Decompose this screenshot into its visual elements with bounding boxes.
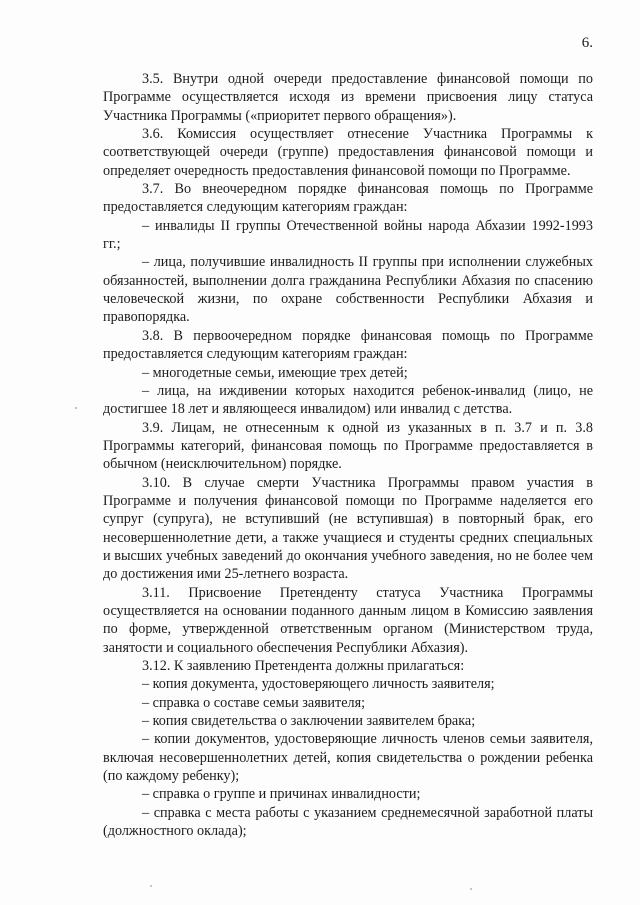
list-item: – справка о составе семьи заявителя; (142, 694, 366, 711)
paragraph-3-12: 3.12. К заявлению Претендента должны прилагаться: (142, 658, 465, 674)
paragraph-3-10: 3.10. В случае смерти Участника Программы правом участия в Программе и получения финансовой помощи по Программе наделяется его супруг (супруга), не вступивший (не вступившая) в повторный брак, его несовершеннолетние дети, а также учащиеся и студенты средних специальных и высших учебных заведений до окончания учебного заведения, но не более чем до достижения ими 25-летнего возраста. (103, 474, 593, 583)
list-item: – лица, на иждивении которых находится ребенок-инвалид (лицо, не достигшее 18 лет и являющееся инвалидом) или инвалид с детства. (103, 382, 593, 418)
list-item: – справка о группе и причинах инвалидности; (142, 786, 421, 803)
scan-speck (470, 888, 472, 890)
scan-speck (75, 407, 77, 409)
paragraph-3-6: 3.6. Комиссия осуществляет отнесение Участника Программы к соответствующей очереди (группе) предоставления финансовой помощи и определяет очередность предоставления финансовой помощи по Программе. (103, 126, 593, 179)
page-number: 6. (581, 35, 593, 51)
list-item: – справка с места работы с указанием среднемесячной заработной платы (должностного оклада); (103, 804, 593, 840)
document-body (103, 70, 593, 840)
paragraph-3-7: 3.7. Во внеочередном порядке финансовая помощь по Программе предоставляется следующим категориям граждан: (103, 181, 593, 216)
list-item: – лица, получившие инвалидность II группы при исполнении служебных обязанностей, выполнении долга гражданина Республики Абхазия по спасению человеческой жизни, по охране собственности Республики Абхазия и правопорядка. (103, 254, 593, 326)
paragraph-3-9: 3.9. Лицам, не отнесенным к одной из указанных в п. 3.7 и п. 3.8 Программы категорий, финансовая помощь по Программе предоставляется в обычном (неисключительном) порядке. (103, 419, 593, 473)
list-item: – копия свидетельства о заключении заявителем брака; (142, 713, 476, 730)
paragraph-3-11: 3.11. Присвоение Претенденту статуса Участника Программы осуществляется на основании поданного данным лицом в Комиссию заявления по форме, утвержденной ответственным органом (Министерством труда, занятости и социального обеспечения Республики Абхазия). (103, 584, 593, 656)
list-item: – многодетные семьи, имеющие трех детей; (142, 364, 408, 381)
list-item: – инвалиды II группы Отечественной войны народа Абхазии 1992-1993 гг.; (103, 217, 593, 253)
list-item: – копия документа, удостоверяющего личность заявителя; (142, 676, 495, 693)
paragraph-3-8: 3.8. В первоочередном порядке финансовая помощь по Программе предоставляется следующим категориям граждан: (103, 327, 593, 363)
list-item: – копии документов, удостоверяющие личность членов семьи заявителя, включая несовершеннолетних детей, копия свидетельства о рождении ребенка (по каждому ребенку); (103, 731, 593, 785)
scan-speck (150, 885, 152, 887)
paragraph-3-5: 3.5. Внутри одной очереди предоставление финансовой помощи по Программе осуществляется исходя из времени присвоения лицу статуса Участника Программы («приоритет первого обращения»). (103, 71, 593, 124)
